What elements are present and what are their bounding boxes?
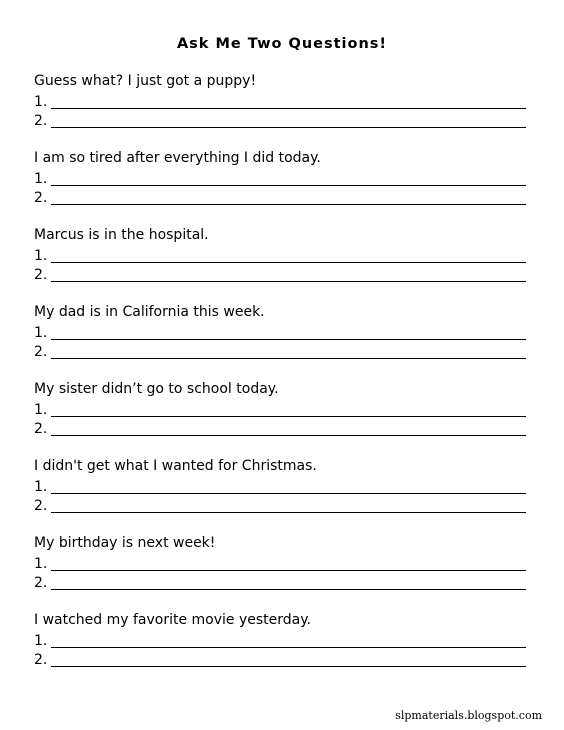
answer-line-1: [34, 553, 526, 572]
source-credit: slpmaterials.blogspot.com: [395, 709, 542, 722]
prompt-statement: My birthday is next week!: [34, 535, 216, 551]
answer-blank: [51, 343, 526, 359]
prompt-block: [34, 534, 526, 611]
answer-number: 1.: [34, 479, 48, 495]
answer-blank: [51, 189, 526, 205]
answer-line-2: [34, 187, 526, 206]
answer-line-2: [34, 572, 526, 591]
prompt-statement: I am so tired after everything I did today.: [34, 150, 321, 166]
answer-line-1: [34, 91, 526, 110]
answer-number: 2.: [34, 113, 48, 129]
answer-number: 1.: [34, 248, 48, 264]
answer-blank: [51, 651, 526, 667]
answer-number: 1.: [34, 633, 48, 649]
answer-line-1: [34, 630, 526, 649]
answer-line-2: [34, 110, 526, 129]
answer-number: 1.: [34, 402, 48, 418]
worksheet-title: Ask Me Two Questions!: [176, 36, 388, 52]
answer-number: 1.: [34, 325, 48, 341]
answer-number: 2.: [34, 421, 48, 437]
prompt-statement: Guess what? I just got a puppy!: [34, 73, 257, 89]
answer-line-2: [34, 418, 526, 437]
prompt-statement: My dad is in California this week.: [34, 304, 265, 320]
answer-blank: [51, 324, 526, 340]
answer-number: 1.: [34, 171, 48, 187]
answer-line-1: [34, 322, 526, 341]
answer-blank: [51, 555, 526, 571]
answer-line-2: [34, 495, 526, 514]
answer-line-2: [34, 341, 526, 360]
prompt-block: [34, 226, 526, 303]
answer-blank: [51, 497, 526, 513]
answer-line-2: [34, 649, 526, 668]
answer-blank: [51, 632, 526, 648]
answer-line-1: [34, 476, 526, 495]
prompt-block: [34, 611, 526, 688]
answer-number: 2.: [34, 190, 48, 206]
prompt-statement: My sister didn’t go to school today.: [34, 381, 279, 397]
answer-number: 2.: [34, 575, 48, 591]
prompt-block: [34, 149, 526, 226]
prompt-statement: I watched my favorite movie yesterday.: [34, 612, 311, 628]
answer-number: 2.: [34, 652, 48, 668]
answer-blank: [51, 401, 526, 417]
answer-line-2: [34, 264, 526, 283]
answer-number: 1.: [34, 94, 48, 110]
answer-blank: [51, 478, 526, 494]
answer-blank: [51, 574, 526, 590]
answer-blank: [51, 420, 526, 436]
answer-number: 2.: [34, 267, 48, 283]
answer-line-1: [34, 168, 526, 187]
prompt-block: [34, 72, 526, 149]
prompt-block: [34, 303, 526, 380]
answer-line-1: [34, 399, 526, 418]
prompt-block: [34, 380, 526, 457]
answer-number: 1.: [34, 556, 48, 572]
answer-blank: [51, 170, 526, 186]
answer-line-1: [34, 245, 526, 264]
answer-number: 2.: [34, 344, 48, 360]
answer-number: 2.: [34, 498, 48, 514]
prompt-block: [34, 457, 526, 534]
prompt-statement: I didn't get what I wanted for Christmas.: [34, 458, 317, 474]
answer-blank: [51, 93, 526, 109]
prompt-list: [34, 72, 526, 688]
answer-blank: [51, 112, 526, 128]
answer-blank: [51, 266, 526, 282]
prompt-statement: Marcus is in the hospital.: [34, 227, 209, 243]
answer-blank: [51, 247, 526, 263]
